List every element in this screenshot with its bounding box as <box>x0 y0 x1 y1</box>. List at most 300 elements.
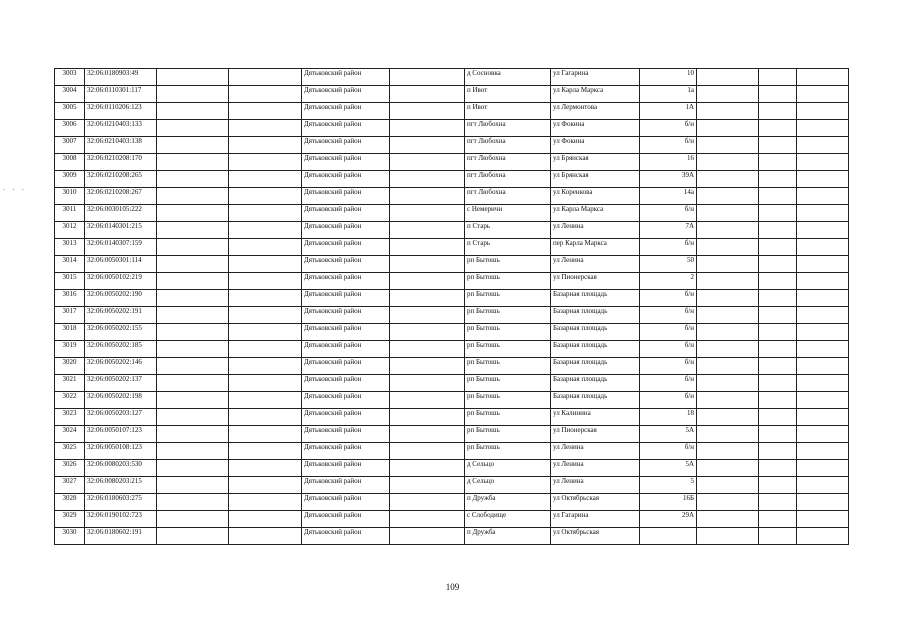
empty-cell <box>157 409 229 426</box>
empty-cell <box>759 171 797 188</box>
empty-cell <box>697 426 759 443</box>
row-number-cell: 3024 <box>55 426 85 443</box>
district-cell: Дятьковский район <box>302 69 390 86</box>
table-row <box>55 154 849 171</box>
district-cell: Дятьковский район <box>302 171 390 188</box>
empty-cell <box>759 188 797 205</box>
empty-cell <box>759 477 797 494</box>
empty-cell <box>390 426 465 443</box>
settlement-cell: рп Бытошь <box>465 307 551 324</box>
district-cell: Дятьковский район <box>302 341 390 358</box>
empty-cell <box>229 477 302 494</box>
table-row <box>55 426 849 443</box>
house-number-cell: 1а <box>640 86 697 103</box>
house-number-cell: 1А <box>640 103 697 120</box>
house-number-cell: б/н <box>640 324 697 341</box>
cadastral-number-cell: 32:06:0110301:117 <box>85 86 157 103</box>
table-row <box>55 324 849 341</box>
empty-cell <box>797 477 849 494</box>
street-cell: ул Брянская <box>551 171 640 188</box>
empty-cell <box>797 324 849 341</box>
table-row <box>55 222 849 239</box>
empty-cell <box>157 205 229 222</box>
empty-cell <box>157 256 229 273</box>
empty-cell <box>697 341 759 358</box>
house-number-cell: 39А <box>640 171 697 188</box>
street-cell: Базарная площадь <box>551 290 640 307</box>
settlement-cell: рп Бытошь <box>465 392 551 409</box>
table-row <box>55 69 849 86</box>
district-cell: Дятьковский район <box>302 256 390 273</box>
settlement-cell: рп Бытошь <box>465 324 551 341</box>
empty-cell <box>157 392 229 409</box>
empty-cell <box>390 511 465 528</box>
empty-cell <box>229 103 302 120</box>
empty-cell <box>797 494 849 511</box>
empty-cell <box>797 222 849 239</box>
empty-cell <box>157 528 229 545</box>
margin-mark: . . . <box>3 184 27 192</box>
table-row <box>55 511 849 528</box>
cadastral-number-cell: 32:06:0080203:530 <box>85 460 157 477</box>
table-row <box>55 494 849 511</box>
empty-cell <box>759 324 797 341</box>
street-cell: ул Пионерская <box>551 273 640 290</box>
house-number-cell: б/н <box>640 239 697 256</box>
empty-cell <box>157 222 229 239</box>
row-number-cell: 3026 <box>55 460 85 477</box>
empty-cell <box>697 477 759 494</box>
cadastral-number-cell: 32:06:0050202:185 <box>85 341 157 358</box>
empty-cell <box>157 494 229 511</box>
empty-cell <box>697 103 759 120</box>
row-number-cell: 3030 <box>55 528 85 545</box>
empty-cell <box>697 460 759 477</box>
empty-cell <box>390 256 465 273</box>
empty-cell <box>229 494 302 511</box>
empty-cell <box>797 528 849 545</box>
row-number-cell: 3021 <box>55 375 85 392</box>
table-row <box>55 392 849 409</box>
house-number-cell: 7А <box>640 222 697 239</box>
district-cell: Дятьковский район <box>302 426 390 443</box>
row-number-cell: 3018 <box>55 324 85 341</box>
empty-cell <box>797 154 849 171</box>
district-cell: Дятьковский район <box>302 494 390 511</box>
empty-cell <box>229 460 302 477</box>
empty-cell <box>229 188 302 205</box>
settlement-cell: пгт Любохна <box>465 188 551 205</box>
cadastral-number-cell: 32:06:0050202:137 <box>85 375 157 392</box>
empty-cell <box>759 290 797 307</box>
empty-cell <box>229 324 302 341</box>
street-cell: ул Гагарина <box>551 511 640 528</box>
empty-cell <box>759 528 797 545</box>
street-cell: ул Лермонтова <box>551 103 640 120</box>
empty-cell <box>697 86 759 103</box>
cadastral-number-cell: 32:06:0110206:123 <box>85 103 157 120</box>
table-row <box>55 341 849 358</box>
table-row <box>55 205 849 222</box>
street-cell: ул Карла Маркса <box>551 86 640 103</box>
empty-cell <box>157 511 229 528</box>
house-number-cell <box>640 528 697 545</box>
row-number-cell: 3013 <box>55 239 85 256</box>
row-number-cell: 3028 <box>55 494 85 511</box>
empty-cell <box>759 239 797 256</box>
empty-cell <box>157 171 229 188</box>
empty-cell <box>229 290 302 307</box>
empty-cell <box>229 443 302 460</box>
empty-cell <box>697 528 759 545</box>
street-cell: ул Ленина <box>551 460 640 477</box>
cadastral-number-cell: 32:06:0050202:155 <box>85 324 157 341</box>
district-cell: Дятьковский район <box>302 86 390 103</box>
empty-cell <box>390 205 465 222</box>
empty-cell <box>759 341 797 358</box>
empty-cell <box>697 409 759 426</box>
settlement-cell: пгт Любохна <box>465 154 551 171</box>
empty-cell <box>797 103 849 120</box>
empty-cell <box>759 222 797 239</box>
empty-cell <box>759 137 797 154</box>
empty-cell <box>697 290 759 307</box>
empty-cell <box>697 375 759 392</box>
row-number-cell: 3010 <box>55 188 85 205</box>
empty-cell <box>697 69 759 86</box>
empty-cell <box>157 290 229 307</box>
house-number-cell: б/н <box>640 120 697 137</box>
settlement-cell: с Немеричи <box>465 205 551 222</box>
cadastral-number-cell: 32:06:0180903:49 <box>85 69 157 86</box>
empty-cell <box>229 256 302 273</box>
empty-cell <box>229 205 302 222</box>
empty-cell <box>390 358 465 375</box>
empty-cell <box>229 426 302 443</box>
settlement-cell: рп Бытошь <box>465 256 551 273</box>
street-cell: ул Фокина <box>551 137 640 154</box>
empty-cell <box>797 188 849 205</box>
empty-cell <box>697 171 759 188</box>
empty-cell <box>157 443 229 460</box>
empty-cell <box>759 392 797 409</box>
settlement-cell: пгт Любохна <box>465 171 551 188</box>
empty-cell <box>229 392 302 409</box>
empty-cell <box>759 205 797 222</box>
empty-cell <box>229 137 302 154</box>
empty-cell <box>390 307 465 324</box>
street-cell: Базарная площадь <box>551 392 640 409</box>
empty-cell <box>229 528 302 545</box>
empty-cell <box>157 86 229 103</box>
house-number-cell: 5А <box>640 426 697 443</box>
settlement-cell: пгт Любохна <box>465 120 551 137</box>
empty-cell <box>759 256 797 273</box>
house-number-cell: 5 <box>640 477 697 494</box>
house-number-cell: б/н <box>640 443 697 460</box>
row-number-cell: 3012 <box>55 222 85 239</box>
empty-cell <box>157 375 229 392</box>
empty-cell <box>797 341 849 358</box>
empty-cell <box>797 375 849 392</box>
empty-cell <box>697 239 759 256</box>
empty-cell <box>759 375 797 392</box>
settlement-cell: рп Бытошь <box>465 273 551 290</box>
house-number-cell: 18 <box>640 409 697 426</box>
district-cell: Дятьковский район <box>302 290 390 307</box>
empty-cell <box>759 511 797 528</box>
row-number-cell: 3029 <box>55 511 85 528</box>
row-number-cell: 3004 <box>55 86 85 103</box>
settlement-cell: п Дружба <box>465 528 551 545</box>
empty-cell <box>229 222 302 239</box>
table-row <box>55 171 849 188</box>
empty-cell <box>697 511 759 528</box>
empty-cell <box>390 409 465 426</box>
empty-cell <box>390 222 465 239</box>
empty-cell <box>759 307 797 324</box>
empty-cell <box>797 171 849 188</box>
cadastral-number-cell: 32:06:0180602:191 <box>85 528 157 545</box>
table-row <box>55 375 849 392</box>
empty-cell <box>797 120 849 137</box>
row-number-cell: 3009 <box>55 171 85 188</box>
street-cell: ул Карла Маркса <box>551 205 640 222</box>
cadastral-number-cell: 32:06:0030105:222 <box>85 205 157 222</box>
house-number-cell: б/н <box>640 392 697 409</box>
settlement-cell: рп Бытошь <box>465 341 551 358</box>
cadastral-number-cell: 32:06:0140307:159 <box>85 239 157 256</box>
district-cell: Дятьковский район <box>302 358 390 375</box>
street-cell: ул Ленина <box>551 477 640 494</box>
row-number-cell: 3003 <box>55 69 85 86</box>
empty-cell <box>697 273 759 290</box>
table-row <box>55 273 849 290</box>
empty-cell <box>759 358 797 375</box>
empty-cell <box>697 392 759 409</box>
empty-cell <box>697 137 759 154</box>
settlement-cell: п Дружба <box>465 494 551 511</box>
settlement-cell: п Старь <box>465 239 551 256</box>
table-row <box>55 460 849 477</box>
table-row <box>55 86 849 103</box>
district-cell: Дятьковский район <box>302 409 390 426</box>
table-body <box>55 69 849 545</box>
empty-cell <box>229 375 302 392</box>
empty-cell <box>759 443 797 460</box>
street-cell: Базарная площадь <box>551 358 640 375</box>
empty-cell <box>797 137 849 154</box>
empty-cell <box>390 273 465 290</box>
empty-cell <box>157 324 229 341</box>
row-number-cell: 3019 <box>55 341 85 358</box>
cadastral-number-cell: 32:06:0140301:215 <box>85 222 157 239</box>
empty-cell <box>390 103 465 120</box>
empty-cell <box>759 103 797 120</box>
house-number-cell: б/н <box>640 358 697 375</box>
empty-cell <box>229 341 302 358</box>
street-cell: ул Ленина <box>551 443 640 460</box>
empty-cell <box>697 256 759 273</box>
cadastral-number-cell: 32:06:0210208:265 <box>85 171 157 188</box>
district-cell: Дятьковский район <box>302 154 390 171</box>
empty-cell <box>697 494 759 511</box>
empty-cell <box>157 460 229 477</box>
row-number-cell: 3005 <box>55 103 85 120</box>
street-cell: Базарная площадь <box>551 324 640 341</box>
settlement-cell: рп Бытошь <box>465 290 551 307</box>
table-row <box>55 120 849 137</box>
empty-cell <box>797 358 849 375</box>
cadastral-number-cell: 32:06:0210208:267 <box>85 188 157 205</box>
property-register-table <box>54 68 849 545</box>
settlement-cell: п Ивот <box>465 103 551 120</box>
empty-cell <box>390 392 465 409</box>
row-number-cell: 3027 <box>55 477 85 494</box>
cadastral-number-cell: 32:06:0210403:138 <box>85 137 157 154</box>
table-row <box>55 409 849 426</box>
house-number-cell: б/н <box>640 307 697 324</box>
house-number-cell: 14а <box>640 188 697 205</box>
row-number-cell: 3025 <box>55 443 85 460</box>
district-cell: Дятьковский район <box>302 511 390 528</box>
empty-cell <box>797 256 849 273</box>
district-cell: Дятьковский район <box>302 324 390 341</box>
district-cell: Дятьковский район <box>302 528 390 545</box>
cadastral-number-cell: 32:06:0050107:123 <box>85 426 157 443</box>
settlement-cell: с Слободище <box>465 511 551 528</box>
house-number-cell: 16Б <box>640 494 697 511</box>
empty-cell <box>157 477 229 494</box>
table-row <box>55 477 849 494</box>
district-cell: Дятьковский район <box>302 443 390 460</box>
empty-cell <box>157 137 229 154</box>
empty-cell <box>759 494 797 511</box>
district-cell: Дятьковский район <box>302 392 390 409</box>
empty-cell <box>229 273 302 290</box>
empty-cell <box>390 188 465 205</box>
cadastral-number-cell: 32:06:0180603:275 <box>85 494 157 511</box>
empty-cell <box>229 511 302 528</box>
empty-cell <box>797 443 849 460</box>
street-cell: Базарная площадь <box>551 341 640 358</box>
empty-cell <box>697 154 759 171</box>
row-number-cell: 3015 <box>55 273 85 290</box>
house-number-cell: б/н <box>640 375 697 392</box>
empty-cell <box>229 69 302 86</box>
empty-cell <box>797 273 849 290</box>
empty-cell <box>229 171 302 188</box>
empty-cell <box>390 324 465 341</box>
empty-cell <box>390 86 465 103</box>
empty-cell <box>797 511 849 528</box>
district-cell: Дятьковский район <box>302 137 390 154</box>
empty-cell <box>697 324 759 341</box>
house-number-cell: б/н <box>640 205 697 222</box>
street-cell: ул Коренкова <box>551 188 640 205</box>
street-cell: ул Ленина <box>551 222 640 239</box>
table-row <box>55 256 849 273</box>
empty-cell <box>157 69 229 86</box>
table-row <box>55 307 849 324</box>
empty-cell <box>390 494 465 511</box>
empty-cell <box>390 120 465 137</box>
table-row <box>55 443 849 460</box>
row-number-cell: 3017 <box>55 307 85 324</box>
empty-cell <box>797 86 849 103</box>
table-row <box>55 239 849 256</box>
row-number-cell: 3020 <box>55 358 85 375</box>
settlement-cell: рп Бытошь <box>465 375 551 392</box>
empty-cell <box>157 154 229 171</box>
empty-cell <box>157 103 229 120</box>
settlement-cell: рп Бытошь <box>465 358 551 375</box>
empty-cell <box>157 239 229 256</box>
street-cell: ул Октябрьская <box>551 494 640 511</box>
empty-cell <box>797 239 849 256</box>
cadastral-number-cell: 32:06:0050202:191 <box>85 307 157 324</box>
row-number-cell: 3011 <box>55 205 85 222</box>
empty-cell <box>390 290 465 307</box>
table-row <box>55 137 849 154</box>
empty-cell <box>390 528 465 545</box>
house-number-cell: б/н <box>640 341 697 358</box>
street-cell: ул Ленина <box>551 256 640 273</box>
empty-cell <box>390 137 465 154</box>
empty-cell <box>229 358 302 375</box>
table-row <box>55 528 849 545</box>
empty-cell <box>390 171 465 188</box>
street-cell: ул Калинина <box>551 409 640 426</box>
settlement-cell: д Сельцо <box>465 477 551 494</box>
cadastral-number-cell: 32:06:0050301:114 <box>85 256 157 273</box>
house-number-cell: 29А <box>640 511 697 528</box>
row-number-cell: 3023 <box>55 409 85 426</box>
district-cell: Дятьковский район <box>302 205 390 222</box>
empty-cell <box>157 307 229 324</box>
empty-cell <box>229 409 302 426</box>
district-cell: Дятьковский район <box>302 307 390 324</box>
empty-cell <box>797 409 849 426</box>
row-number-cell: 3007 <box>55 137 85 154</box>
settlement-cell: рп Бытошь <box>465 426 551 443</box>
empty-cell <box>759 86 797 103</box>
empty-cell <box>390 460 465 477</box>
empty-cell <box>797 426 849 443</box>
settlement-cell: п Старь <box>465 222 551 239</box>
street-cell: Базарная площадь <box>551 375 640 392</box>
district-cell: Дятьковский район <box>302 188 390 205</box>
empty-cell <box>390 375 465 392</box>
empty-cell <box>229 120 302 137</box>
empty-cell <box>390 443 465 460</box>
empty-cell <box>759 426 797 443</box>
empty-cell <box>229 239 302 256</box>
row-number-cell: 3016 <box>55 290 85 307</box>
empty-cell <box>390 239 465 256</box>
house-number-cell: 5А <box>640 460 697 477</box>
empty-cell <box>797 307 849 324</box>
house-number-cell: 2 <box>640 273 697 290</box>
empty-cell <box>229 86 302 103</box>
empty-cell <box>797 290 849 307</box>
empty-cell <box>797 460 849 477</box>
empty-cell <box>157 120 229 137</box>
table-row <box>55 188 849 205</box>
cadastral-number-cell: 32:06:0050202:198 <box>85 392 157 409</box>
row-number-cell: 3006 <box>55 120 85 137</box>
empty-cell <box>390 154 465 171</box>
